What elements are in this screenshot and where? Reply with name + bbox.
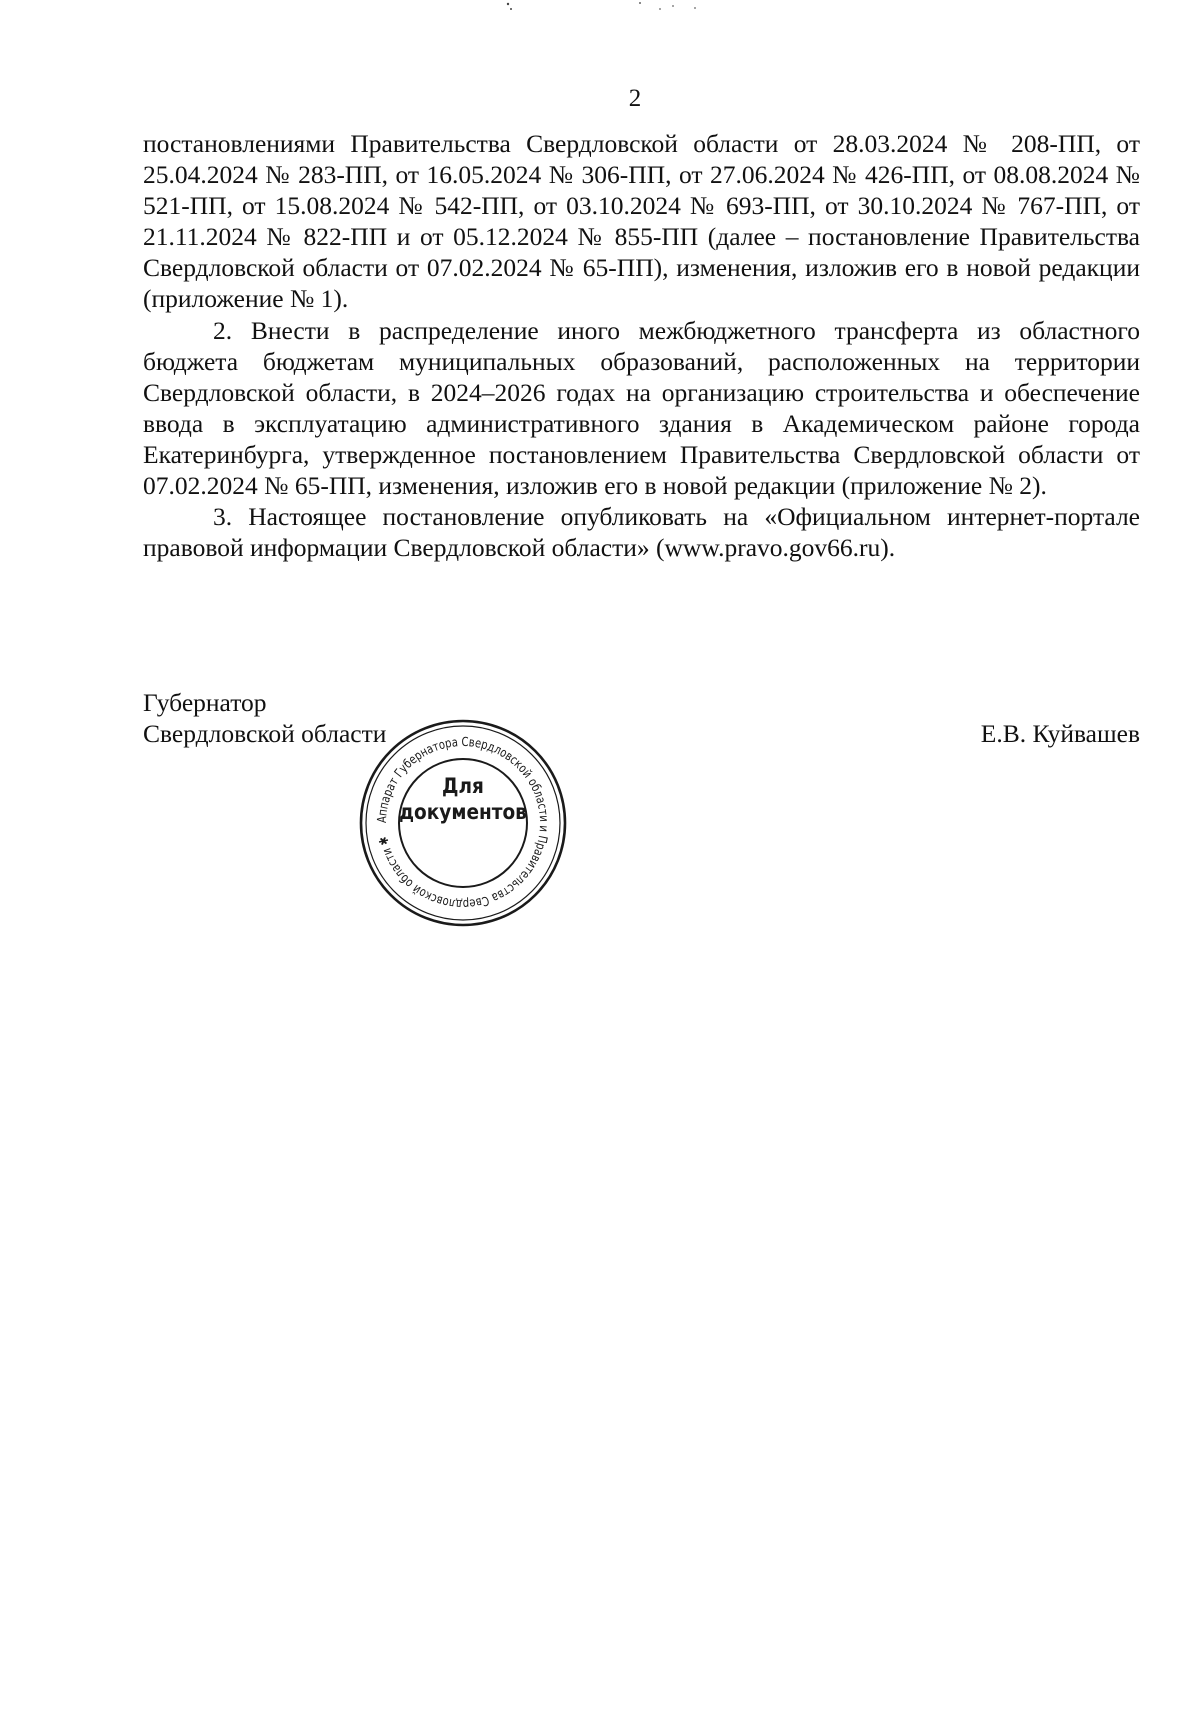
- document-body: [143, 128, 1140, 563]
- stamp-center-line-2: документов: [399, 800, 527, 824]
- official-stamp: [357, 717, 569, 929]
- signatory-title-line-1: Губернатор: [143, 688, 267, 717]
- stamp-ring-text: Аппарат Губернатора Свердловской области и Правительства Свердловской области ✱: [373, 733, 553, 913]
- scan-specks: [0, 0, 1200, 20]
- signatory-name: Е.В. Куйвашев: [980, 719, 1140, 748]
- stamp-center-line-1: Для: [442, 774, 484, 798]
- page-number: 2: [628, 85, 642, 112]
- body-paragraph-2: 2. Внести в распределение иного межбюджетного трансферта из областного бюджета бюджетам муниципальных образований, расположенных на территории Свердловской области, в 2024–2026 годах на организацию строительства и обеспечение ввода в эксплуатацию административного здания в Академическом районе города Екатеринбурга, утвержденное постановлением Правительства Свердловской области от 07.02.2024 № 65-ПП, изменения, изложив его в новой редакции (приложение № 2).: [143, 315, 1140, 501]
- signatory-title-line-2: Свердловской области: [143, 719, 387, 748]
- signature-block: [143, 687, 1140, 757]
- body-paragraph-3: 3. Настоящее постановление опубликовать на «Официальном интернет-портале правовой информации Свердловской области» (www.pravo.gov66.ru).: [143, 502, 1140, 563]
- body-paragraph-1: постановлениями Правительства Свердловской области от 28.03.2024 № 208-ПП, от 25.04.2024 № 283-ПП, от 16.05.2024 № 306-ПП, от 27.06.2024 № 426-ПП, от 08.08.2024 № 521-ПП, от 15.08.2024 № 542-ПП, от 03.10.2024 № 693-ПП, от 30.10.2024 № 767-ПП, от 21.11.2024 № 822-ПП и от 05.12.2024 № 855-ПП (далее – постановление Правительства Свердловской области от 07.02.2024 № 65-ПП), изменения, изложив его в новой редакции (приложение № 1).: [143, 129, 1140, 314]
